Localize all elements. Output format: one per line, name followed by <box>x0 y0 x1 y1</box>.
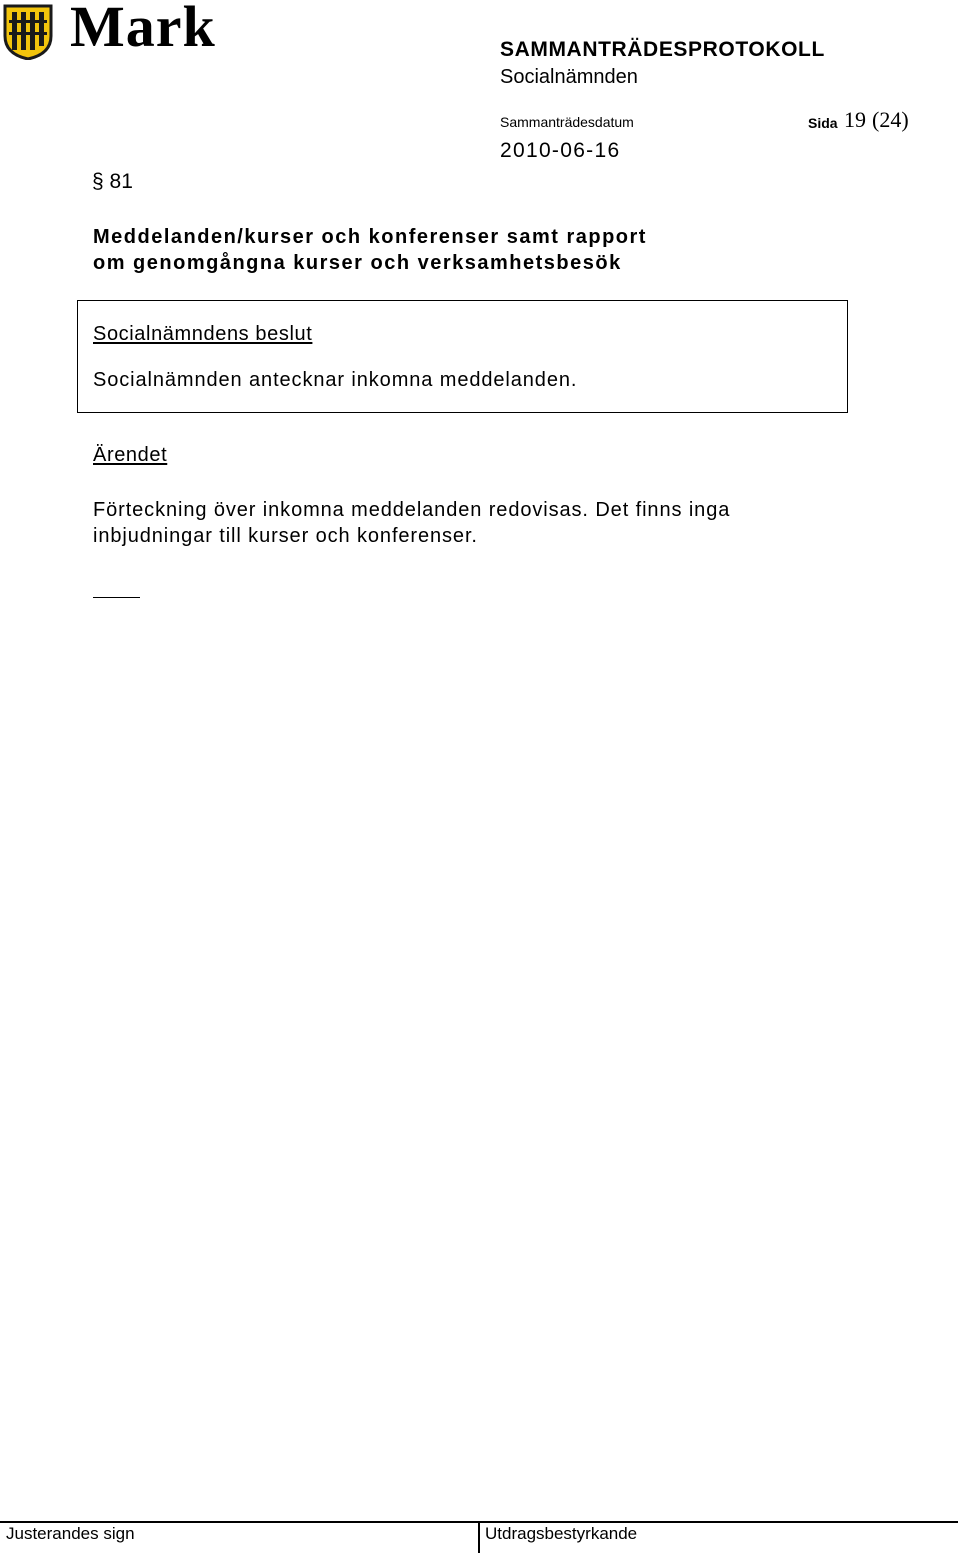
section-title <box>93 224 853 276</box>
municipality-shield-logo <box>3 4 53 60</box>
decision-box <box>77 300 848 413</box>
matter-text <box>93 497 893 549</box>
date-label: Sammanträdesdatum <box>500 114 634 130</box>
committee-name: Socialnämnden <box>500 66 638 88</box>
decision-text: Socialnämnden antecknar inkomna meddelanden. <box>93 369 578 391</box>
extract-certification-label: Utdragsbestyrkande <box>485 1524 638 1543</box>
page-number: 19 <box>844 107 866 132</box>
end-rule <box>93 597 140 598</box>
matter-text-line: inbjudningar till kurser och konferenser. <box>93 525 478 547</box>
section-title-line: om genomgångna kurser och verksamhetsbesök <box>93 252 622 274</box>
meeting-date: 2010-06-16 <box>500 139 621 162</box>
matter-heading: Ärendet <box>93 444 168 466</box>
page-total: (24) <box>872 107 909 132</box>
page-label: Sida <box>808 115 838 131</box>
footer-divider <box>478 1521 480 1553</box>
decision-heading: Socialnämndens beslut <box>93 323 313 345</box>
signature-label: Justerandes sign <box>6 1524 135 1543</box>
paragraph-number: § 81 <box>92 170 133 193</box>
logo-wordmark: Mark <box>70 0 216 59</box>
document-type: SAMMANTRÄDESPROTOKOLL <box>500 38 825 61</box>
matter-text-line: Förteckning över inkomna meddelanden redovisas. Det finns inga <box>93 499 731 521</box>
section-title-line: Meddelanden/kurser och konferenser samt rapport <box>93 226 647 248</box>
